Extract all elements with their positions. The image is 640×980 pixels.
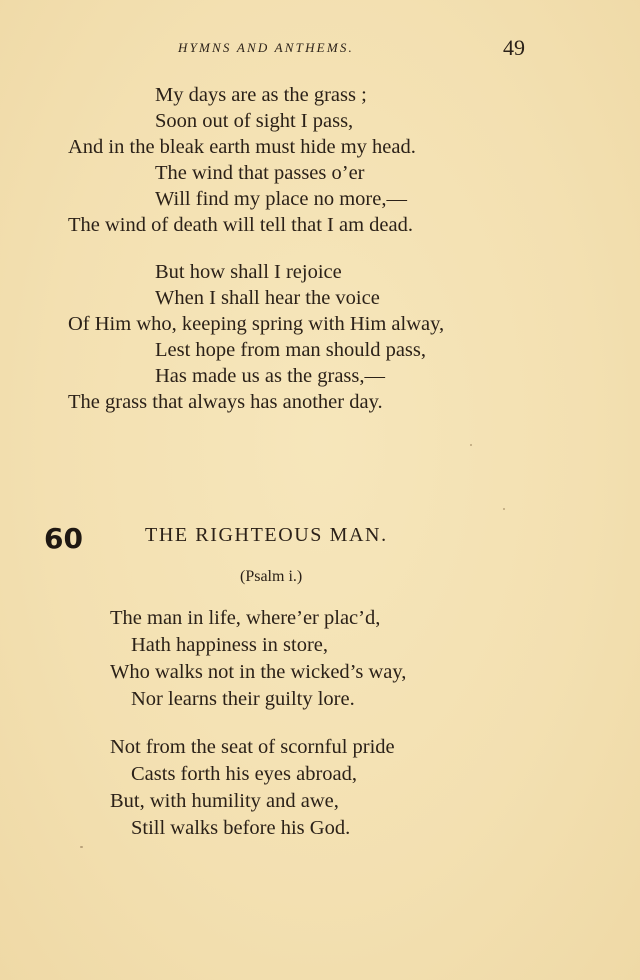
hymn-source: (Psalm i.) (240, 568, 303, 585)
verse-line: The wind that passes o’er (155, 162, 365, 184)
verse-line: Hath happiness in store, (131, 634, 328, 656)
paper-speck (503, 508, 505, 510)
verse-line: Of Him who, keeping spring with Him alway, (68, 313, 445, 335)
page-number: 49 (503, 35, 525, 60)
verse-line: When I shall hear the voice (155, 287, 380, 309)
verse-line: The man in life, where’er plac’d, (110, 607, 381, 629)
verse-line: But, with humility and awe, (110, 790, 339, 812)
verse-line: The wind of death will tell that I am dead. (68, 214, 413, 236)
verse-line: Soon out of sight I pass, (155, 110, 354, 132)
verse-line: But how shall I rejoice (155, 261, 342, 283)
verse-line: Has made us as the grass,— (155, 365, 386, 387)
verse-line: Not from the seat of scornful pride (110, 736, 395, 758)
verse-line: And in the bleak earth must hide my head. (68, 136, 416, 158)
verse-line: Casts forth his eyes abroad, (131, 763, 358, 785)
verse-line: Who walks not in the wicked’s way, (110, 661, 407, 683)
paper-speck (470, 444, 472, 446)
verse-line: Will find my place no more,— (155, 188, 407, 210)
hymn-title: THE RIGHTEOUS MAN. (145, 524, 388, 546)
hymn-number: 60 (44, 522, 83, 555)
verse-line: Lest hope from man should pass, (155, 339, 427, 361)
verse-line: Still walks before his God. (131, 817, 351, 839)
verse-line: The grass that always has another day. (68, 391, 383, 413)
verse-line: My days are as the grass ; (155, 84, 367, 106)
verse-line: Nor learns their guilty lore. (131, 688, 355, 710)
paper-speck (80, 846, 83, 848)
running-head: HYMNS AND ANTHEMS. (178, 40, 354, 55)
